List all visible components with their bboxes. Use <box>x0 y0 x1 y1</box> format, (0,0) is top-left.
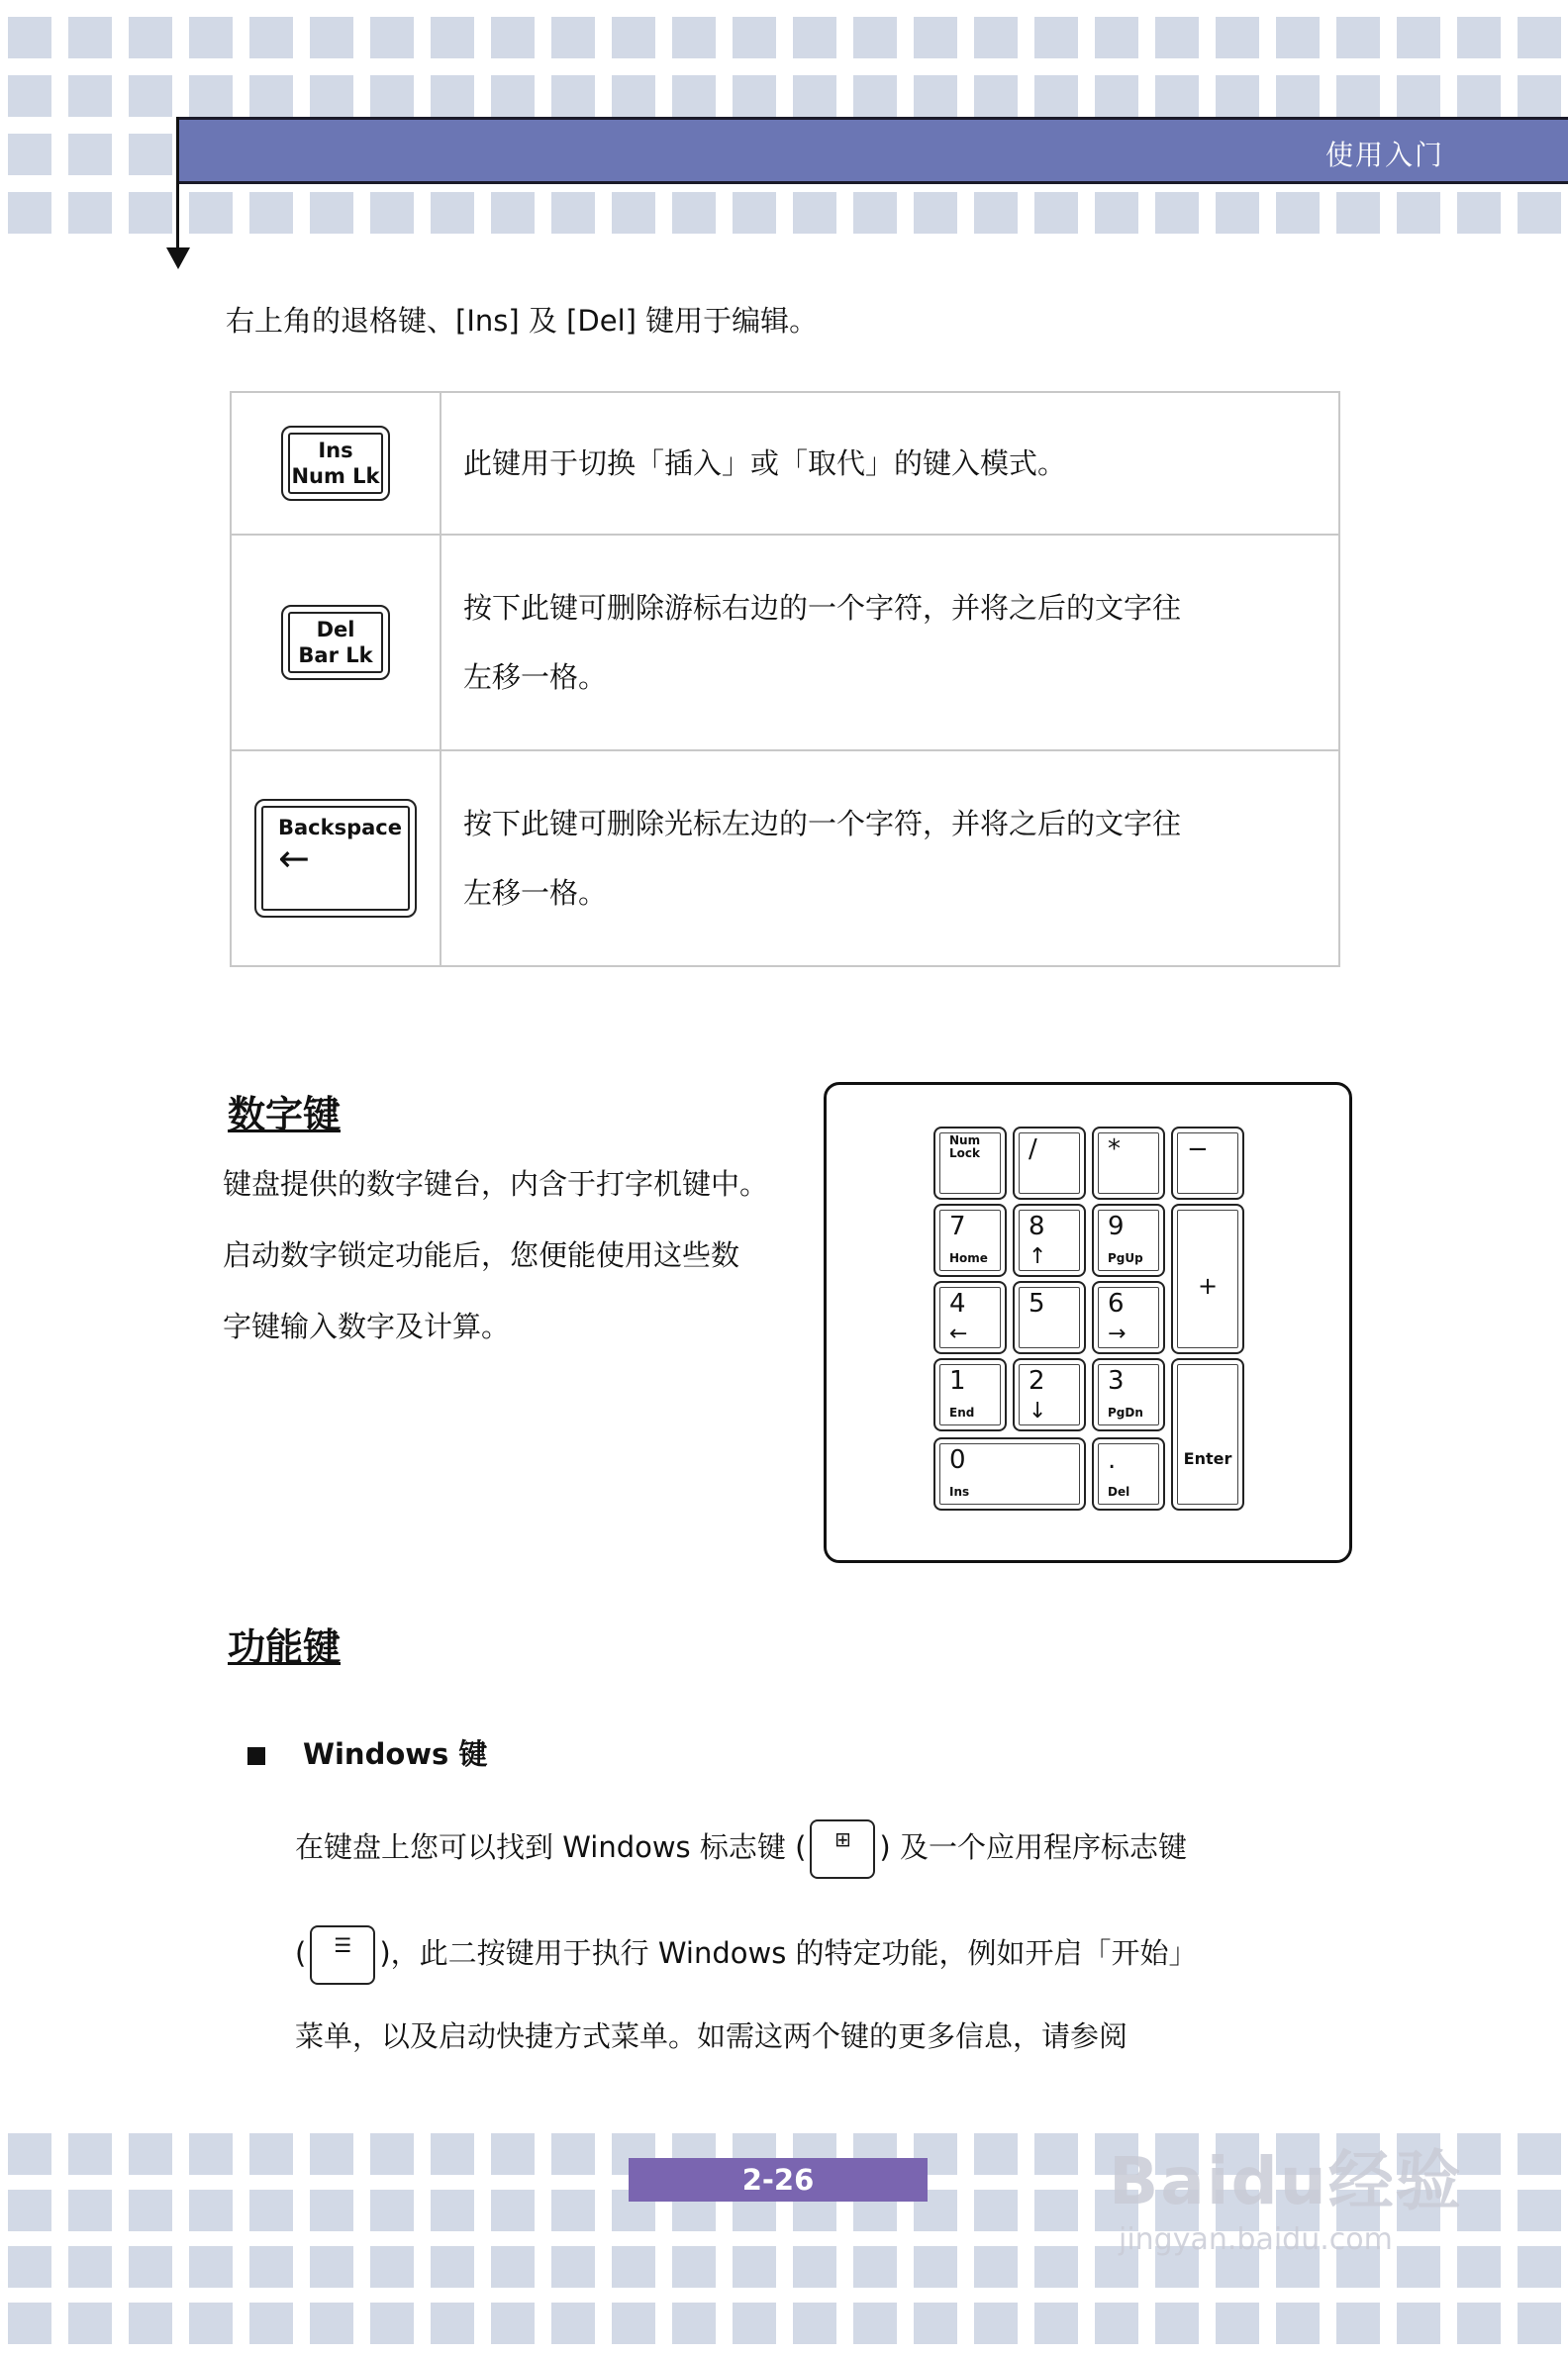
grid-square <box>974 2190 1018 2231</box>
grid-square <box>68 17 112 58</box>
grid-square <box>189 75 233 117</box>
grid-square <box>1276 75 1320 117</box>
backspace-key-description-line1: 按下此键可删除光标左边的一个字符，并将之后的文字往 <box>463 807 1182 840</box>
grid-square <box>8 192 51 234</box>
grid-square <box>129 2246 172 2288</box>
grid-square <box>491 2133 535 2175</box>
grid-square <box>672 17 716 58</box>
intro-text: 右上角的退格键、[Ins] 及 [Del] 键用于编辑。 <box>226 304 819 338</box>
grid-square <box>974 192 1018 234</box>
grid-square <box>370 75 414 117</box>
grid-square <box>1216 17 1259 58</box>
grid-square <box>551 2190 595 2231</box>
grid-square <box>1034 17 1078 58</box>
grid-square <box>853 192 897 234</box>
grid-square <box>189 2133 233 2175</box>
grid-square <box>1034 2246 1078 2288</box>
grid-square <box>793 17 836 58</box>
grid-square <box>1216 2303 1259 2344</box>
grid-square <box>1457 2303 1501 2344</box>
grid-square <box>853 17 897 58</box>
grid-square <box>1095 17 1138 58</box>
grid-square <box>612 192 655 234</box>
grid-square <box>1518 2303 1561 2344</box>
grid-square <box>1034 2133 1078 2175</box>
grid-square <box>974 2303 1018 2344</box>
grid-square <box>551 75 595 117</box>
minus-key: − <box>1171 1127 1244 1200</box>
numlock-key: Num Lock <box>933 1127 1007 1200</box>
grid-square <box>249 2133 293 2175</box>
six-right-key: 6 → <box>1092 1281 1165 1354</box>
grid-square <box>310 192 353 234</box>
grid-square <box>1034 75 1078 117</box>
grid-square <box>310 75 353 117</box>
grid-square <box>612 2246 655 2288</box>
grid-square <box>491 17 535 58</box>
grid-square <box>1155 17 1199 58</box>
grid-square <box>1276 2303 1320 2344</box>
grid-square <box>914 75 957 117</box>
grid-square <box>491 2303 535 2344</box>
grid-square <box>68 134 112 175</box>
grid-square <box>1457 17 1501 58</box>
grid-square <box>1034 2303 1078 2344</box>
left-arrow-icon: ← <box>949 1322 968 1346</box>
grid-square <box>68 192 112 234</box>
grid-square <box>310 2246 353 2288</box>
grid-square <box>1457 2190 1501 2231</box>
grid-square <box>551 17 595 58</box>
five-key: 5 <box>1013 1281 1086 1354</box>
grid-square <box>733 2303 776 2344</box>
nine-pgup-key: 9 PgUp <box>1092 1204 1165 1277</box>
grid-square <box>8 134 51 175</box>
grid-square <box>68 2190 112 2231</box>
dot-del-key: . Del <box>1092 1437 1165 1511</box>
grid-square <box>249 2190 293 2231</box>
grid-square <box>1518 2133 1561 2175</box>
backspace-key-description-line2: 左移一格。 <box>463 876 608 910</box>
grid-square <box>551 2303 595 2344</box>
grid-square <box>914 17 957 58</box>
grid-square <box>1034 192 1078 234</box>
grid-square <box>189 17 233 58</box>
enter-key: Enter <box>1171 1358 1244 1511</box>
up-arrow-icon: ↑ <box>1029 1244 1047 1269</box>
grid-square <box>1336 17 1380 58</box>
windows-key-bullet: Windows 键 <box>247 1732 487 1773</box>
grid-square <box>974 2246 1018 2288</box>
grid-square <box>1095 192 1138 234</box>
grid-square <box>68 2303 112 2344</box>
grid-square <box>310 2303 353 2344</box>
grid-square <box>1155 192 1199 234</box>
grid-square <box>8 2190 51 2231</box>
grid-square <box>249 75 293 117</box>
grid-square <box>1518 17 1561 58</box>
grid-square <box>1095 2303 1138 2344</box>
grid-square <box>1457 2246 1501 2288</box>
grid-square <box>914 192 957 234</box>
grid-square <box>612 17 655 58</box>
zero-ins-key: 0 Ins <box>933 1437 1086 1511</box>
right-arrow-icon: → <box>1108 1322 1127 1346</box>
grid-square <box>793 192 836 234</box>
grid-square <box>8 2133 51 2175</box>
grid-square <box>189 2246 233 2288</box>
grid-square <box>733 75 776 117</box>
grid-square <box>1397 17 1440 58</box>
left-arrow-icon: ← <box>278 836 310 880</box>
grid-square <box>370 2246 414 2288</box>
grid-square <box>68 2246 112 2288</box>
grid-square <box>733 17 776 58</box>
grid-square <box>1095 75 1138 117</box>
grid-square <box>974 2133 1018 2175</box>
table-row <box>231 535 1339 750</box>
four-left-key: 4 ← <box>933 1281 1007 1354</box>
chapter-header-bar <box>176 117 1568 184</box>
down-arrow-icon <box>166 247 190 269</box>
slash-key: / <box>1013 1127 1086 1200</box>
grid-square <box>1216 192 1259 234</box>
grid-square <box>1276 17 1320 58</box>
bullet-icon <box>247 1747 265 1765</box>
grid-square <box>370 2303 414 2344</box>
backspace-key-icon: Backspace ← <box>254 799 417 918</box>
application-key-icon: ☰ <box>310 1925 375 1985</box>
grid-square <box>672 2246 716 2288</box>
grid-square <box>1397 75 1440 117</box>
grid-square <box>129 192 172 234</box>
numeric-keys-heading: 数字键 <box>228 1093 342 1136</box>
grid-square <box>129 2303 172 2344</box>
grid-square <box>1518 2246 1561 2288</box>
grid-square <box>370 2190 414 2231</box>
grid-square <box>672 2303 716 2344</box>
grid-square <box>1155 2303 1199 2344</box>
grid-square <box>249 192 293 234</box>
asterisk-key: * <box>1092 1127 1165 1200</box>
grid-square <box>1518 2190 1561 2231</box>
grid-square <box>914 2303 957 2344</box>
function-keys-heading: 功能键 <box>228 1625 342 1669</box>
eight-up-key: 8 ↑ <box>1013 1204 1086 1277</box>
grid-square <box>129 2190 172 2231</box>
numeric-keypad-illustration <box>824 1082 1352 1563</box>
grid-square <box>974 17 1018 58</box>
numeric-keys-description: 键盘提供的数字键台，内含于打字机键中。 启动数字锁定功能后，您便能使用这些数 字键输入数字及计算。 <box>223 1167 769 1343</box>
plus-key: + <box>1171 1204 1244 1354</box>
grid-square <box>1397 192 1440 234</box>
page-number: 2-26 <box>629 2158 928 2202</box>
grid-square <box>491 2246 535 2288</box>
grid-square <box>1457 75 1501 117</box>
grid-square <box>733 192 776 234</box>
grid-square <box>612 2303 655 2344</box>
down-arrow-icon: ↓ <box>1029 1399 1047 1423</box>
ins-key-description: 此键用于切换「插入」或「取代」的键入模式。 <box>463 446 1067 480</box>
grid-square <box>1457 192 1501 234</box>
grid-square <box>491 192 535 234</box>
grid-square <box>793 2246 836 2288</box>
grid-square <box>974 75 1018 117</box>
header-vertical-line <box>176 117 179 250</box>
grid-square <box>793 2303 836 2344</box>
grid-square <box>189 192 233 234</box>
grid-square <box>853 75 897 117</box>
grid-square <box>431 192 474 234</box>
grid-square <box>8 17 51 58</box>
grid-square <box>129 2133 172 2175</box>
grid-square <box>733 2246 776 2288</box>
table-row <box>231 392 1339 535</box>
baidu-watermark: Baidu经验 jingyan.baidu.com <box>1109 2143 1463 2257</box>
three-pgdn-key: 3 PgDn <box>1092 1358 1165 1431</box>
grid-square <box>431 75 474 117</box>
two-down-key: 2 ↓ <box>1013 1358 1086 1431</box>
seven-home-key: 7 Home <box>933 1204 1007 1277</box>
grid-square <box>431 17 474 58</box>
grid-square <box>491 75 535 117</box>
grid-square <box>1216 75 1259 117</box>
grid-square <box>1518 75 1561 117</box>
grid-square <box>1336 2303 1380 2344</box>
grid-square <box>491 2190 535 2231</box>
del-key-description-line1: 按下此键可删除游标右边的一个字符，并将之后的文字往 <box>463 591 1182 625</box>
grid-square <box>1518 192 1561 234</box>
grid-square <box>1034 2190 1078 2231</box>
grid-square <box>1276 192 1320 234</box>
grid-square <box>68 2133 112 2175</box>
grid-square <box>68 75 112 117</box>
grid-square <box>551 2246 595 2288</box>
function-paragraph-line2: ( ☰ )，此二按键用于执行 Windows 的特定功能，例如开启「开始」 <box>295 1925 1198 1985</box>
del-key-description-line2: 左移一格。 <box>463 660 608 694</box>
table-row <box>231 750 1339 966</box>
grid-square <box>431 2133 474 2175</box>
grid-square <box>431 2303 474 2344</box>
grid-square <box>129 17 172 58</box>
grid-square <box>189 2303 233 2344</box>
grid-square <box>370 2133 414 2175</box>
grid-square <box>551 192 595 234</box>
grid-square <box>612 75 655 117</box>
grid-square <box>8 2246 51 2288</box>
grid-square <box>1336 192 1380 234</box>
one-end-key: 1 End <box>933 1358 1007 1431</box>
grid-square <box>310 2190 353 2231</box>
grid-square <box>1397 2303 1440 2344</box>
grid-square <box>793 75 836 117</box>
grid-square <box>672 75 716 117</box>
grid-square <box>1155 75 1199 117</box>
grid-square <box>853 2246 897 2288</box>
grid-square <box>914 2246 957 2288</box>
del-key-icon: Del Bar Lk <box>281 605 390 680</box>
grid-square <box>129 134 172 175</box>
grid-square <box>249 2303 293 2344</box>
grid-square <box>8 75 51 117</box>
grid-square <box>853 2303 897 2344</box>
grid-square <box>189 2190 233 2231</box>
grid-square <box>8 2303 51 2344</box>
grid-square <box>1457 2133 1501 2175</box>
grid-square <box>249 17 293 58</box>
grid-square <box>431 2246 474 2288</box>
grid-square <box>431 2190 474 2231</box>
function-paragraph-line1: 在键盘上您可以找到 Windows 标志键 ( ⊞ ) 及一个应用程序标志键 <box>295 1819 1187 1879</box>
function-paragraph-line3: 菜单，以及启动快捷方式菜单。如需这两个键的更多信息，请参阅 <box>295 2019 1128 2053</box>
grid-square <box>370 192 414 234</box>
grid-square <box>1336 75 1380 117</box>
grid-square <box>370 17 414 58</box>
windows-logo-key-icon: ⊞ <box>810 1819 875 1879</box>
grid-square <box>310 2133 353 2175</box>
editing-keys-table <box>230 391 1340 967</box>
grid-square <box>672 192 716 234</box>
grid-square <box>551 2133 595 2175</box>
chapter-title: 使用入门 <box>1324 139 1444 171</box>
grid-square <box>249 2246 293 2288</box>
ins-key-icon: Ins Num Lk <box>281 426 390 501</box>
grid-square <box>129 75 172 117</box>
grid-square <box>310 17 353 58</box>
